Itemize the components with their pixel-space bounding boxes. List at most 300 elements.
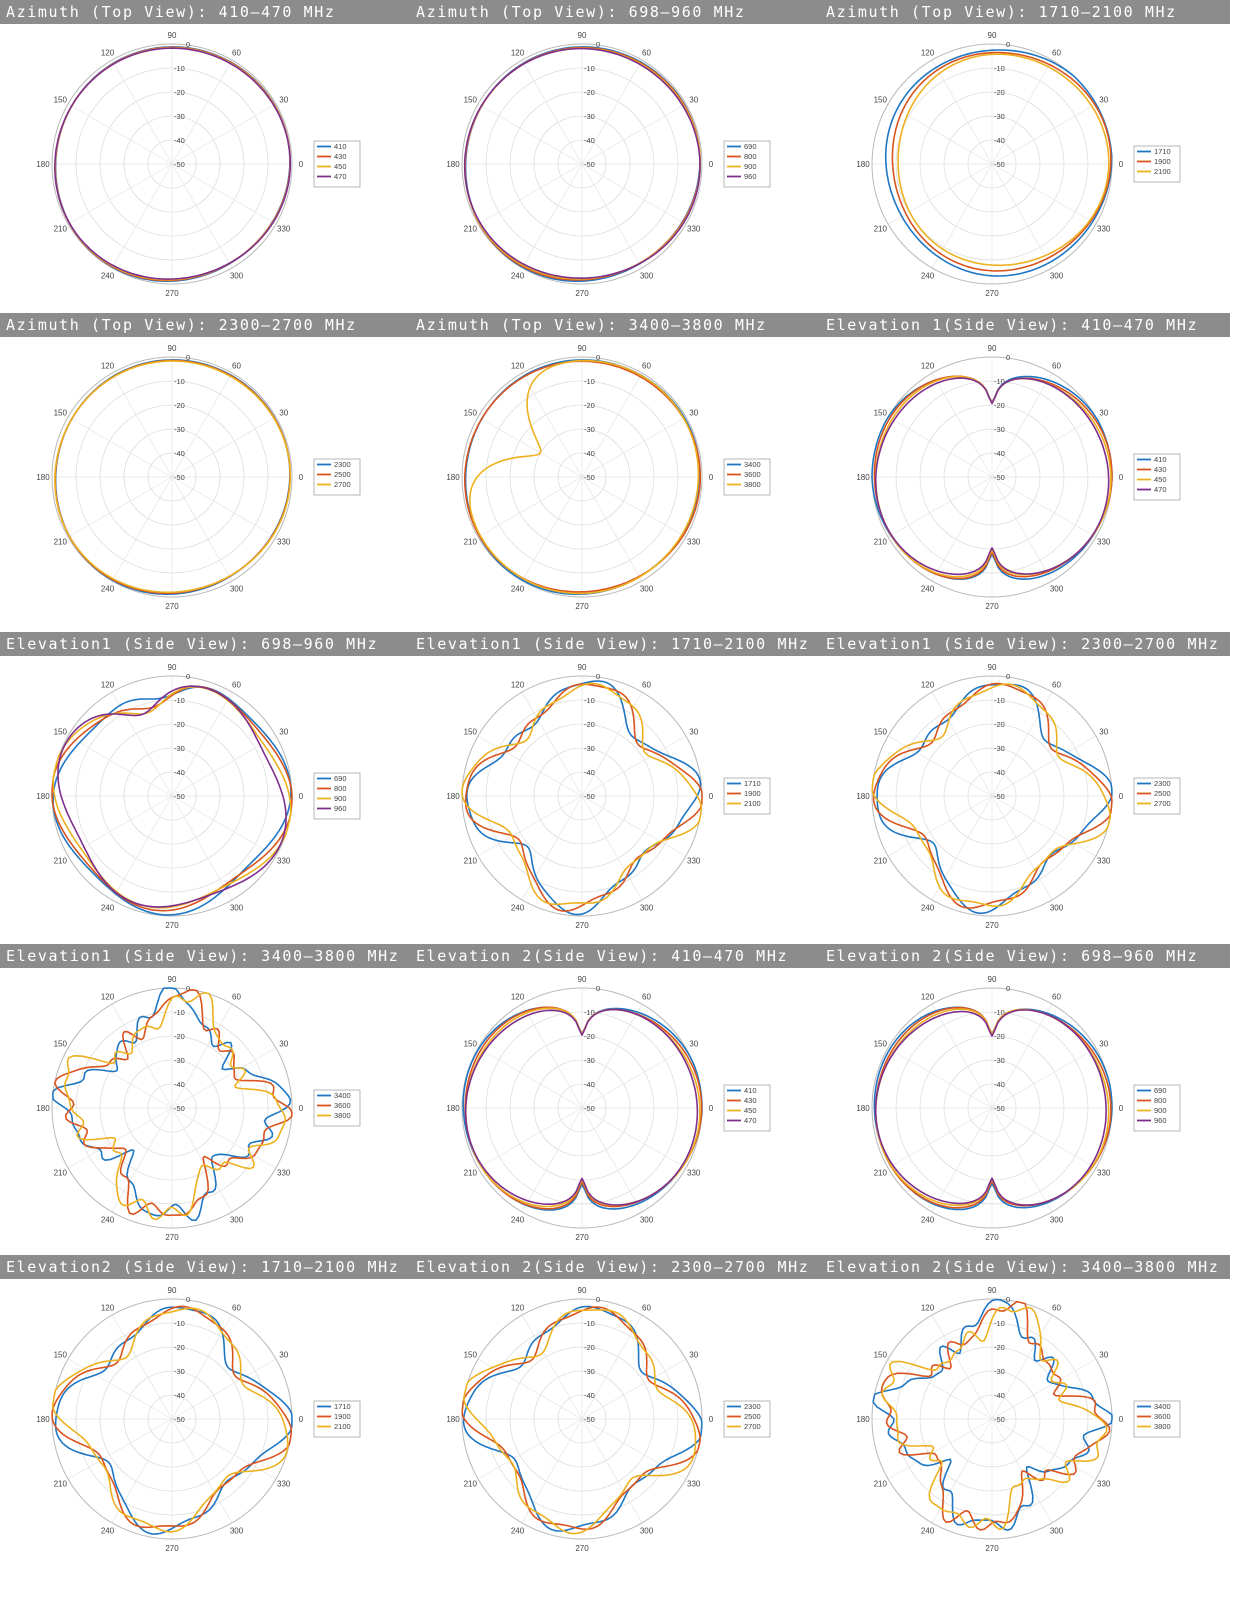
polar-chart-panel [820, 313, 1230, 625]
angle-tick-label: 240 [100, 271, 115, 281]
angle-tick-label: 30 [689, 1039, 699, 1049]
angle-tick-label: 150 [53, 727, 67, 737]
legend-label: 3400 [744, 460, 761, 469]
angle-tick-label: 210 [873, 537, 887, 547]
polar-grid-spoke [522, 1004, 582, 1108]
angle-tick-label: 120 [920, 1303, 935, 1313]
angle-tick-label: 180 [446, 160, 460, 169]
polar-grid-spoke [992, 736, 1096, 796]
angle-tick-label: 240 [510, 271, 525, 281]
legend-label: 3400 [334, 1091, 351, 1100]
angle-tick-label: 300 [639, 1526, 654, 1536]
angle-tick-label: 240 [510, 1215, 525, 1225]
angle-tick-label: 300 [1049, 584, 1064, 594]
angle-tick-label: 60 [642, 1303, 651, 1313]
angle-tick-label: 90 [577, 663, 587, 672]
polar-grid-spoke [582, 164, 686, 224]
angle-tick-label: 330 [277, 537, 291, 547]
angle-tick-label: 0 [1118, 1415, 1124, 1424]
angle-tick-label: 120 [920, 48, 935, 58]
polar-plot [0, 968, 410, 1256]
angle-tick-label: 120 [100, 992, 115, 1002]
angle-tick-label: 210 [463, 224, 477, 234]
polar-grid-spoke [522, 60, 582, 164]
angle-tick-label: 60 [642, 992, 651, 1002]
radial-tick-label: -10 [994, 1319, 1005, 1328]
radial-tick-label: -40 [174, 1391, 185, 1400]
legend-label: 2300 [1154, 779, 1171, 788]
radial-tick-label: -30 [174, 744, 185, 753]
radial-tick-label: -50 [584, 792, 595, 801]
polar-plot [0, 24, 410, 312]
polar-grid-spoke [888, 417, 992, 477]
angle-tick-label: 60 [1052, 48, 1061, 58]
radial-tick-label: -40 [994, 1080, 1005, 1089]
legend-label: 1900 [334, 1412, 351, 1421]
radial-tick-label: -30 [584, 1056, 595, 1065]
polar-grid-spoke [522, 692, 582, 796]
angle-tick-label: 330 [687, 224, 701, 234]
angle-tick-label: 300 [639, 903, 654, 913]
angle-tick-label: 150 [873, 95, 887, 105]
polar-grid-spoke [478, 104, 582, 164]
radial-tick-label: 0 [1006, 672, 1011, 681]
angle-tick-label: 330 [1097, 856, 1111, 866]
chart-title: Elevation1 (Side View): 698–960 MHz [0, 632, 410, 656]
angle-tick-label: 120 [920, 361, 935, 371]
legend-label: 1710 [334, 1402, 351, 1411]
angle-tick-label: 240 [100, 1215, 115, 1225]
legend-label: 450 [334, 162, 347, 171]
radial-tick-label: -10 [584, 1319, 595, 1328]
radial-tick-label: 0 [186, 984, 191, 993]
angle-tick-label: 180 [36, 1104, 50, 1113]
polar-grid-spoke [112, 692, 172, 796]
angle-tick-label: 120 [510, 1303, 525, 1313]
radial-tick-label: -50 [584, 473, 595, 482]
angle-tick-label: 330 [687, 1168, 701, 1178]
polar-plot [410, 1279, 820, 1567]
polar-grid-spoke [172, 164, 276, 224]
angle-tick-label: 30 [1099, 1350, 1109, 1360]
radial-tick-label: 0 [1006, 1295, 1011, 1304]
angle-tick-label: 240 [920, 271, 935, 281]
radial-tick-label: -40 [174, 136, 185, 145]
angle-tick-label: 90 [577, 344, 587, 353]
polar-grid-spoke [582, 1359, 686, 1419]
angle-tick-label: 270 [165, 1233, 179, 1242]
angle-tick-label: 270 [165, 289, 179, 298]
angle-tick-label: 210 [873, 1168, 887, 1178]
angle-tick-label: 120 [100, 361, 115, 371]
angle-tick-label: 0 [298, 160, 304, 169]
angle-tick-label: 270 [575, 289, 589, 298]
angle-tick-label: 90 [987, 344, 997, 353]
angle-tick-label: 270 [575, 602, 589, 611]
angle-tick-label: 300 [1049, 271, 1064, 281]
radial-tick-label: -10 [174, 696, 185, 705]
chart-title: Azimuth (Top View): 1710–2100 MHz [820, 0, 1230, 24]
polar-grid-spoke [888, 1048, 992, 1108]
polar-grid-spoke [522, 1419, 582, 1523]
radial-tick-label: 0 [186, 1295, 191, 1304]
legend-label: 800 [744, 152, 757, 161]
polar-plot [820, 1279, 1230, 1567]
polar-grid-spoke [992, 1419, 1096, 1479]
legend-label: 3600 [334, 1101, 351, 1110]
legend-label: 2300 [334, 460, 351, 469]
polar-grid-spoke [478, 164, 582, 224]
radial-tick-label: -20 [584, 1032, 595, 1041]
angle-tick-label: 90 [167, 1286, 177, 1295]
angle-tick-label: 330 [1097, 537, 1111, 547]
legend-label: 2100 [1154, 167, 1171, 176]
angle-tick-label: 150 [873, 727, 887, 737]
polar-grid-spoke [172, 1048, 276, 1108]
angle-tick-label: 90 [577, 31, 587, 40]
legend-label: 410 [334, 142, 347, 151]
radial-tick-label: -10 [174, 1008, 185, 1017]
polar-plot [410, 337, 820, 625]
polar-grid-spoke [932, 692, 992, 796]
polar-grid-spoke [992, 477, 1096, 537]
radial-tick-label: -10 [994, 1008, 1005, 1017]
polar-grid-spoke [478, 1359, 582, 1419]
polar-grid-spoke [172, 417, 276, 477]
angle-tick-label: 300 [639, 584, 654, 594]
polar-grid-spoke [68, 164, 172, 224]
radial-tick-label: 0 [596, 40, 601, 49]
polar-grid-spoke [68, 1359, 172, 1419]
angle-tick-label: 0 [708, 1104, 714, 1113]
polar-chart-panel [410, 1255, 820, 1567]
angle-tick-label: 180 [36, 160, 50, 169]
polar-grid-spoke [172, 477, 276, 537]
angle-tick-label: 180 [446, 473, 460, 482]
angle-tick-label: 300 [1049, 1526, 1064, 1536]
angle-tick-label: 180 [446, 1415, 460, 1424]
angle-tick-label: 120 [920, 680, 935, 690]
polar-grid-spoke [112, 477, 172, 581]
angle-tick-label: 240 [920, 1215, 935, 1225]
angle-tick-label: 210 [53, 537, 67, 547]
radial-tick-label: 0 [596, 353, 601, 362]
angle-tick-label: 60 [1052, 361, 1061, 371]
polar-plot [410, 24, 820, 312]
angle-tick-label: 270 [985, 921, 999, 930]
angle-tick-label: 0 [298, 792, 304, 801]
angle-tick-label: 270 [165, 921, 179, 930]
polar-grid-spoke [932, 796, 992, 900]
polar-grid-spoke [478, 417, 582, 477]
polar-grid-spoke [888, 164, 992, 224]
radial-tick-label: -30 [174, 1056, 185, 1065]
angle-tick-label: 240 [920, 1526, 935, 1536]
angle-tick-label: 90 [577, 1286, 587, 1295]
radial-tick-label: -40 [584, 136, 595, 145]
angle-tick-label: 90 [577, 975, 587, 984]
angle-tick-label: 300 [229, 1215, 244, 1225]
angle-tick-label: 60 [232, 1303, 241, 1313]
angle-tick-label: 330 [277, 1168, 291, 1178]
radial-tick-label: -20 [584, 1343, 595, 1352]
legend-label: 960 [334, 804, 347, 813]
polar-chart-panel [410, 313, 820, 625]
radial-tick-label: -20 [174, 720, 185, 729]
polar-grid-spoke [478, 796, 582, 856]
polar-grid-spoke [932, 164, 992, 268]
polar-grid-spoke [112, 373, 172, 477]
chart-title: Azimuth (Top View): 3400–3800 MHz [410, 313, 820, 337]
radial-tick-label: 0 [186, 40, 191, 49]
series-curve [53, 988, 291, 1220]
polar-grid-spoke [68, 417, 172, 477]
angle-tick-label: 0 [1118, 1104, 1124, 1113]
radial-tick-label: -50 [584, 1104, 595, 1113]
angle-tick-label: 270 [985, 289, 999, 298]
radial-tick-label: -50 [174, 792, 185, 801]
polar-grid-spoke [582, 104, 686, 164]
radial-tick-label: -20 [174, 1032, 185, 1041]
angle-tick-label: 0 [708, 160, 714, 169]
polar-plot [820, 24, 1230, 312]
angle-tick-label: 180 [36, 792, 50, 801]
polar-chart-panel [410, 632, 820, 944]
angle-tick-label: 60 [232, 48, 241, 58]
radial-tick-label: -30 [994, 112, 1005, 121]
angle-tick-label: 300 [229, 1526, 244, 1536]
chart-title: Elevation1 (Side View): 2300–2700 MHz [820, 632, 1230, 656]
legend-label: 470 [334, 172, 347, 181]
angle-tick-label: 30 [279, 727, 289, 737]
angle-tick-label: 0 [708, 792, 714, 801]
polar-grid-spoke [932, 60, 992, 164]
angle-tick-label: 330 [1097, 1479, 1111, 1489]
angle-tick-label: 330 [687, 1479, 701, 1489]
polar-grid-spoke [68, 477, 172, 537]
angle-tick-label: 180 [856, 160, 870, 169]
radial-tick-label: 0 [596, 1295, 601, 1304]
radial-tick-label: -50 [994, 473, 1005, 482]
angle-tick-label: 60 [642, 48, 651, 58]
legend-label: 3800 [744, 480, 761, 489]
legend-label: 2500 [1154, 789, 1171, 798]
chart-title: Elevation1 (Side View): 1710–2100 MHz [410, 632, 820, 656]
polar-grid-spoke [888, 1359, 992, 1419]
angle-tick-label: 180 [446, 1104, 460, 1113]
polar-grid-spoke [582, 796, 642, 900]
radial-tick-label: -10 [584, 696, 595, 705]
legend-label: 900 [744, 162, 757, 171]
legend-label: 430 [744, 1096, 757, 1105]
polar-grid-spoke [582, 477, 686, 537]
legend-label: 430 [1154, 465, 1167, 474]
angle-tick-label: 120 [510, 361, 525, 371]
polar-grid-spoke [172, 1108, 276, 1168]
angle-tick-label: 300 [229, 584, 244, 594]
radial-tick-label: 0 [1006, 984, 1011, 993]
angle-tick-label: 120 [100, 1303, 115, 1313]
angle-tick-label: 330 [687, 537, 701, 547]
chart-title: Elevation 1(Side View): 410–470 MHz [820, 313, 1230, 337]
radial-tick-label: -30 [994, 1367, 1005, 1376]
angle-tick-label: 240 [100, 1526, 115, 1536]
radial-tick-label: -10 [994, 377, 1005, 386]
polar-plot [410, 656, 820, 944]
angle-tick-label: 60 [1052, 1303, 1061, 1313]
polar-grid-spoke [582, 1108, 686, 1168]
angle-tick-label: 0 [708, 1415, 714, 1424]
radial-tick-label: -30 [584, 744, 595, 753]
legend-label: 690 [1154, 1086, 1167, 1095]
chart-title: Elevation 2(Side View): 3400–3800 MHz [820, 1255, 1230, 1279]
radial-tick-label: -50 [994, 1415, 1005, 1424]
polar-chart-panel [820, 944, 1230, 1256]
legend-label: 3800 [1154, 1422, 1171, 1431]
angle-tick-label: 120 [100, 680, 115, 690]
angle-tick-label: 30 [1099, 1039, 1109, 1049]
polar-grid-spoke [888, 104, 992, 164]
angle-tick-label: 60 [232, 361, 241, 371]
polar-grid-spoke [68, 736, 172, 796]
angle-tick-label: 270 [575, 1233, 589, 1242]
legend-label: 690 [334, 774, 347, 783]
polar-plot [0, 656, 410, 944]
radial-tick-label: -10 [174, 1319, 185, 1328]
polar-grid-spoke [992, 164, 1096, 224]
angle-tick-label: 210 [463, 1168, 477, 1178]
angle-tick-label: 90 [987, 31, 997, 40]
polar-grid-spoke [888, 736, 992, 796]
radial-tick-label: -30 [174, 425, 185, 434]
angle-tick-label: 0 [708, 473, 714, 482]
angle-tick-label: 240 [510, 584, 525, 594]
radial-tick-label: -10 [994, 64, 1005, 73]
angle-tick-label: 120 [510, 680, 525, 690]
radial-tick-label: 0 [1006, 40, 1011, 49]
legend-label: 410 [1154, 455, 1167, 464]
angle-tick-label: 30 [279, 408, 289, 418]
polar-grid-spoke [992, 796, 1096, 856]
polar-grid-spoke [582, 796, 686, 856]
polar-grid-spoke [888, 477, 992, 537]
radial-tick-label: -20 [174, 88, 185, 97]
angle-tick-label: 30 [279, 95, 289, 105]
legend-label: 960 [1154, 1116, 1167, 1125]
radial-tick-label: -50 [994, 1104, 1005, 1113]
polar-grid-spoke [112, 60, 172, 164]
legend-label: 960 [744, 172, 757, 181]
radial-tick-label: -10 [994, 696, 1005, 705]
angle-tick-label: 270 [985, 602, 999, 611]
angle-tick-label: 330 [1097, 224, 1111, 234]
chart-title: Elevation 2(Side View): 410–470 MHz [410, 944, 820, 968]
polar-grid-spoke [582, 1419, 686, 1479]
radial-tick-label: -50 [174, 160, 185, 169]
angle-tick-label: 210 [463, 1479, 477, 1489]
angle-tick-label: 90 [167, 344, 177, 353]
radial-tick-label: -10 [584, 1008, 595, 1017]
angle-tick-label: 30 [1099, 95, 1109, 105]
polar-plot [820, 968, 1230, 1256]
legend-label: 2100 [334, 1422, 351, 1431]
radial-tick-label: -40 [994, 1391, 1005, 1400]
legend-label: 690 [744, 142, 757, 151]
legend-label: 410 [744, 1086, 757, 1095]
angle-tick-label: 30 [689, 727, 699, 737]
polar-chart-panel [410, 944, 820, 1256]
legend-label: 2700 [744, 1422, 761, 1431]
polar-grid-spoke [522, 164, 582, 268]
polar-plot [820, 656, 1230, 944]
angle-tick-label: 240 [510, 903, 525, 913]
radial-tick-label: -20 [994, 1032, 1005, 1041]
polar-grid-spoke [888, 1419, 992, 1479]
angle-tick-label: 0 [1118, 792, 1124, 801]
polar-plot [410, 968, 820, 1256]
angle-tick-label: 180 [856, 473, 870, 482]
chart-title: Azimuth (Top View): 2300–2700 MHz [0, 313, 410, 337]
polar-chart-panel [0, 0, 410, 312]
angle-tick-label: 90 [167, 663, 177, 672]
polar-grid-spoke [172, 477, 232, 581]
polar-grid-spoke [992, 1048, 1096, 1108]
radial-tick-label: -10 [584, 64, 595, 73]
polar-chart-panel [0, 944, 410, 1256]
angle-tick-label: 210 [873, 856, 887, 866]
legend-label: 2700 [334, 480, 351, 489]
polar-grid-spoke [112, 164, 172, 268]
angle-tick-label: 300 [639, 1215, 654, 1225]
angle-tick-label: 0 [298, 473, 304, 482]
legend-label: 2500 [744, 1412, 761, 1421]
legend-label: 3600 [1154, 1412, 1171, 1421]
radial-tick-label: -40 [584, 449, 595, 458]
angle-tick-label: 90 [167, 975, 177, 984]
angle-tick-label: 150 [463, 408, 477, 418]
radial-tick-label: -50 [174, 1415, 185, 1424]
polar-grid-spoke [68, 1108, 172, 1168]
angle-tick-label: 30 [279, 1350, 289, 1360]
angle-tick-label: 120 [920, 992, 935, 1002]
angle-tick-label: 210 [53, 856, 67, 866]
polar-grid-spoke [172, 796, 276, 856]
angle-tick-label: 240 [100, 903, 115, 913]
radial-tick-label: -40 [994, 449, 1005, 458]
legend-label: 1710 [744, 779, 761, 788]
radial-tick-label: -30 [584, 1367, 595, 1376]
angle-tick-label: 60 [1052, 680, 1061, 690]
angle-tick-label: 150 [53, 408, 67, 418]
radial-tick-label: -40 [584, 1080, 595, 1089]
angle-tick-label: 0 [298, 1104, 304, 1113]
radial-tick-label: -20 [174, 1343, 185, 1352]
chart-title: Azimuth (Top View): 698–960 MHz [410, 0, 820, 24]
polar-grid-spoke [582, 164, 642, 268]
radial-tick-label: -20 [584, 720, 595, 729]
angle-tick-label: 300 [229, 271, 244, 281]
polar-grid-spoke [172, 1108, 232, 1212]
angle-tick-label: 270 [575, 1544, 589, 1553]
angle-tick-label: 300 [229, 903, 244, 913]
radial-tick-label: -20 [584, 401, 595, 410]
radial-tick-label: -20 [994, 401, 1005, 410]
chart-title: Elevation1 (Side View): 3400–3800 MHz [0, 944, 410, 968]
angle-tick-label: 270 [165, 602, 179, 611]
polar-grid-spoke [992, 417, 1096, 477]
angle-tick-label: 270 [985, 1233, 999, 1242]
legend-label: 450 [744, 1106, 757, 1115]
